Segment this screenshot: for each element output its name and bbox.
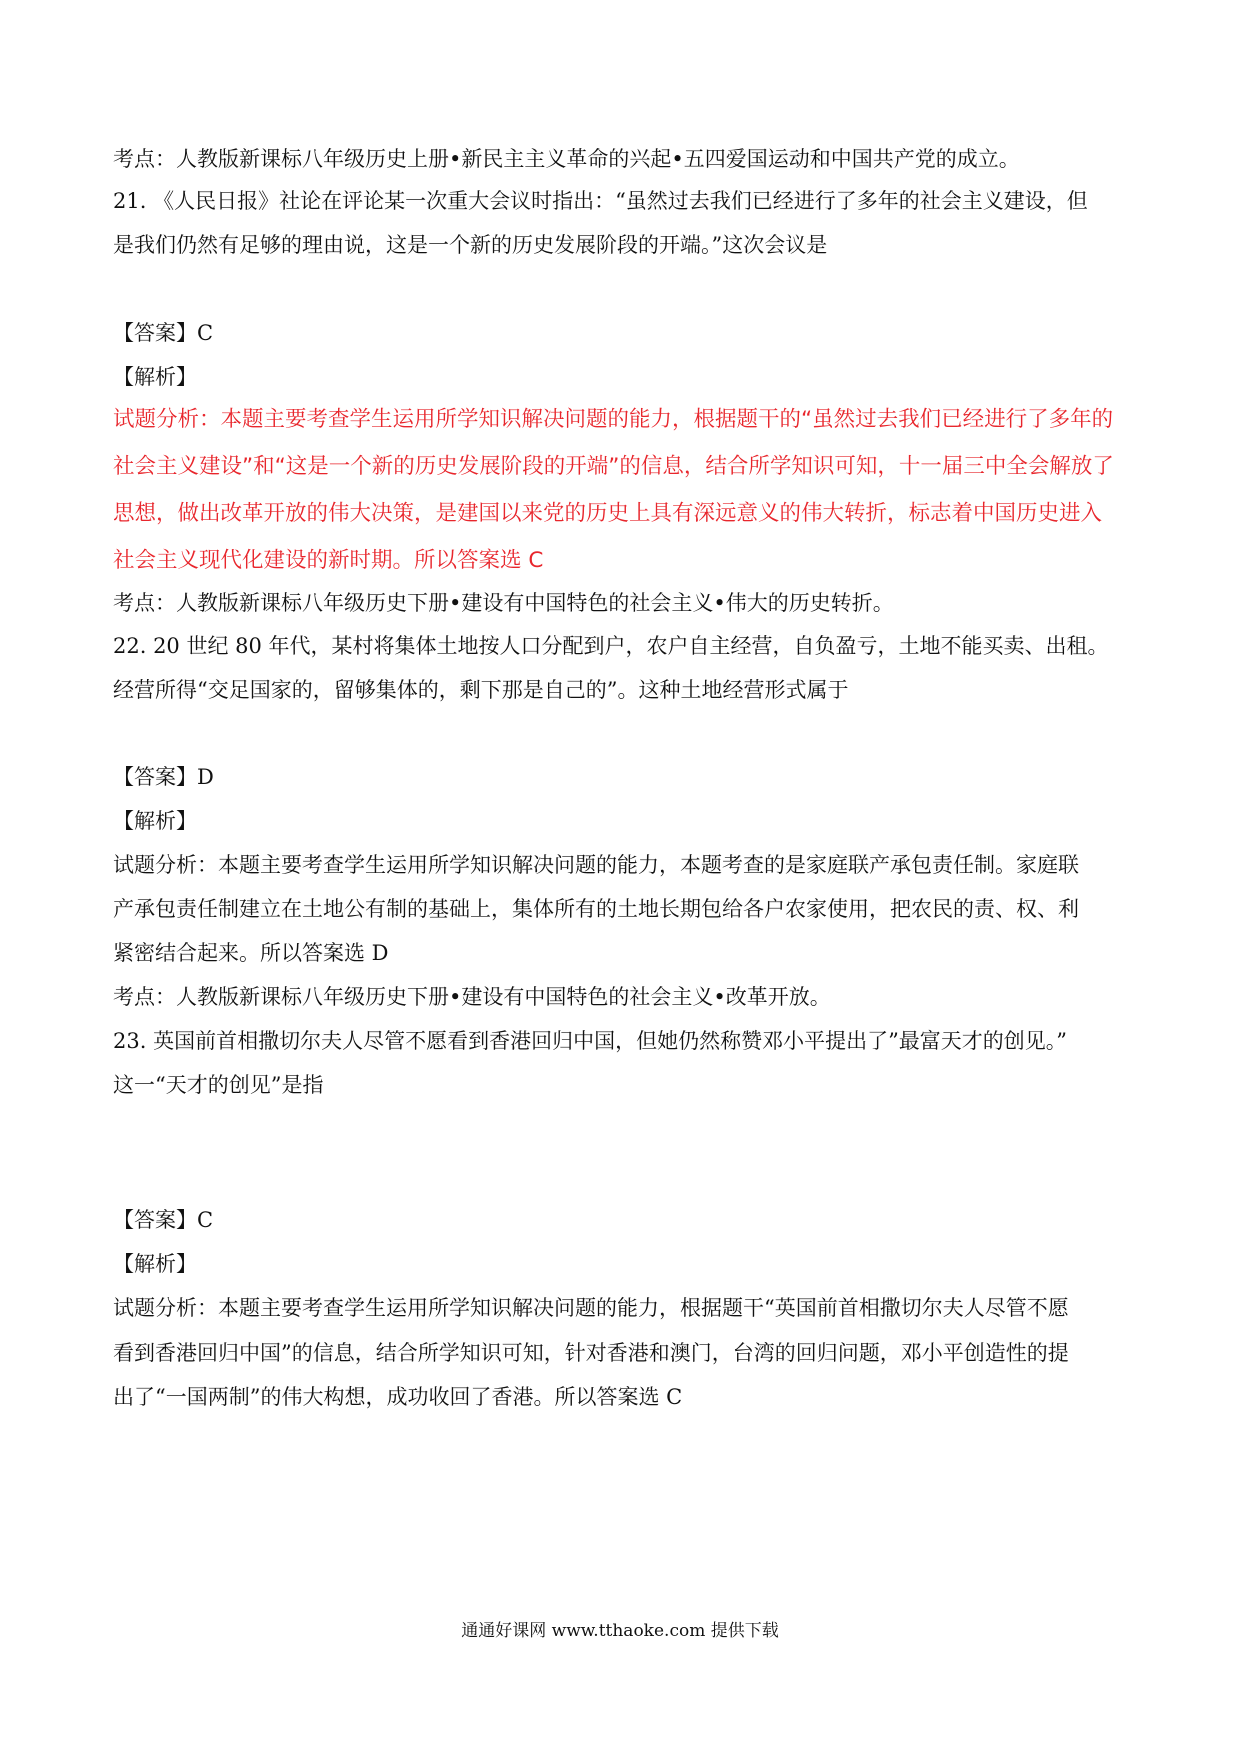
q21-stem-line-1: 21. 《人民日报》社论在评论某一次重大会议时指出：“虽然过去我们已经进行了多年的社会主义建设，但	[113, 189, 1088, 213]
q23-analysis-line-3: 出了“一国两制”的伟大构想，成功收回了香港。所以答案选 C	[113, 1385, 683, 1409]
q21-kaodian: 考点：人教版新课标八年级历史下册•建设有中国特色的社会主义•伟大的历史转折。	[113, 591, 894, 615]
q23-analysis-line-1: 试题分析：本题主要考查学生运用所学知识解决问题的能力，根据题干“英国前首相撒切尔夫人尽管不愿	[113, 1296, 1069, 1320]
q23-analysis-line-2: 看到香港回归中国”的信息，结合所学知识可知，针对香港和澳门，台湾的回归问题，邓小平创造性的提	[113, 1341, 1069, 1365]
q21-analysis-line-2: 社会主义建设”和“这是一个新的历史发展阶段的开端”的信息，结合所学知识可知，十一届三中全会解放了	[113, 454, 1114, 479]
q21-analysis-label: 【解析】	[113, 365, 197, 389]
q22-analysis-line-2: 产承包责任制建立在土地公有制的基础上，集体所有的土地长期包给各户农家使用，把农民的责、权、利	[113, 897, 1079, 921]
q23-stem-line-1: 23. 英国前首相撒切尔夫人尽管不愿看到香港回归中国，但她仍然称赞邓小平提出了”最富天才的创见。”	[113, 1029, 1068, 1053]
q23-stem-line-2: 这一“天才的创见”是指	[113, 1073, 324, 1097]
prev-kaodian: 考点：人教版新课标八年级历史上册•新民主主义革命的兴起•五四爱国运动和中国共产党的成立。	[113, 147, 1020, 171]
q22-stem-line-2: 经营所得“交足国家的，留够集体的，剩下那是自己的”。这种土地经营形式属于	[113, 678, 849, 702]
q21-analysis-line-1: 试题分析：本题主要考查学生运用所学知识解决问题的能力，根据题干的“虽然过去我们已经进行了多年的	[113, 407, 1114, 432]
q22-answer: 【答案】D	[113, 765, 214, 789]
q22-kaodian: 考点：人教版新课标八年级历史下册•建设有中国特色的社会主义•改革开放。	[113, 985, 831, 1009]
q22-analysis-line-1: 试题分析：本题主要考查学生运用所学知识解决问题的能力，本题考查的是家庭联产承包责任制。家庭联	[113, 853, 1079, 877]
q21-analysis-line-3: 思想，做出改革开放的伟大决策，是建国以来党的历史上具有深远意义的伟大转折，标志着中国历史进入	[113, 501, 1103, 526]
page-footer: 通通好课网 www.tthaoke.com 提供下载	[461, 1621, 779, 1641]
q21-analysis-line-4: 社会主义现代化建设的新时期。所以答案选 C	[113, 548, 544, 573]
q21-stem-line-2: 是我们仍然有足够的理由说，这是一个新的历史发展阶段的开端。”这次会议是	[113, 233, 828, 257]
q23-answer: 【答案】C	[113, 1208, 214, 1232]
q23-analysis-label: 【解析】	[113, 1252, 197, 1276]
q22-analysis-line-3: 紧密结合起来。所以答案选 D	[113, 941, 389, 965]
q22-stem-line-1: 22. 20 世纪 80 年代，某村将集体土地按人口分配到户，农户自主经营，自负盈亏，土地不能买卖、出租。	[113, 634, 1109, 658]
q21-answer: 【答案】C	[113, 321, 214, 345]
q22-analysis-label: 【解析】	[113, 809, 197, 833]
